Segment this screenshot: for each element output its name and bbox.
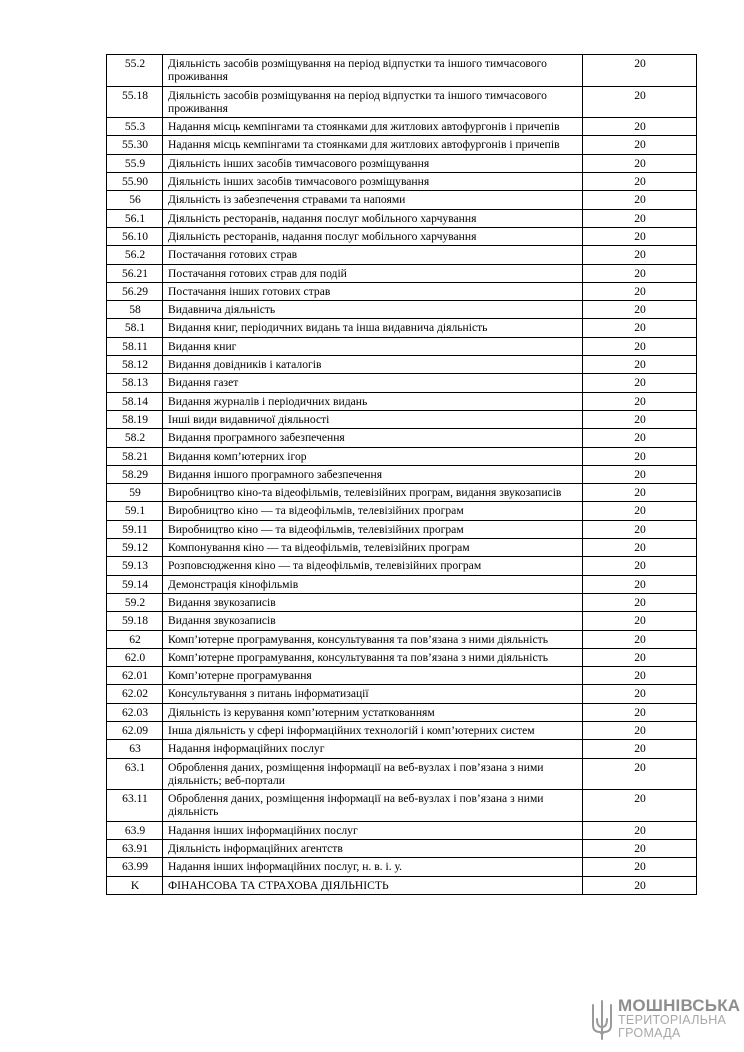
value-cell: 20 [583, 191, 697, 209]
name-cell: Інші види видавничої діяльності [163, 410, 583, 428]
table-row [107, 648, 697, 666]
code-cell: 58.13 [107, 374, 163, 392]
kved-table-body [107, 55, 697, 895]
value-cell: 20 [583, 264, 697, 282]
code-cell: 62.03 [107, 703, 163, 721]
code-cell: 58.2 [107, 429, 163, 447]
name-cell: Видання звукозаписів [163, 593, 583, 611]
community-logo [590, 996, 741, 1045]
value-cell: 20 [583, 612, 697, 630]
value-cell: 20 [583, 539, 697, 557]
value-cell: 20 [583, 465, 697, 483]
table-row [107, 612, 697, 630]
code-cell: 63.9 [107, 821, 163, 839]
table-row [107, 86, 697, 118]
value-cell: 20 [583, 520, 697, 538]
table-row [107, 301, 697, 319]
name-cell: Консультування з питань інформатизації [163, 685, 583, 703]
value-cell: 20 [583, 758, 697, 790]
code-cell: 59.14 [107, 575, 163, 593]
name-cell: Виробництво кіно — та відеофільмів, телевізійних програм [163, 520, 583, 538]
value-cell: 20 [583, 557, 697, 575]
table-row [107, 447, 697, 465]
name-cell: Оброблення даних, розміщення інформації на веб-вузлах і пов’язана з ними діяльність; веб-портали [163, 758, 583, 790]
value-cell: 20 [583, 55, 697, 87]
code-cell: 55.9 [107, 154, 163, 172]
value-cell: 20 [583, 246, 697, 264]
table-row [107, 539, 697, 557]
name-cell: Діяльність ресторанів, надання послуг мобільного харчування [163, 209, 583, 227]
code-cell: 59.1 [107, 502, 163, 520]
code-cell: 58.1 [107, 319, 163, 337]
table-row [107, 356, 697, 374]
table-row [107, 557, 697, 575]
code-cell: 62.09 [107, 721, 163, 739]
table-row [107, 575, 697, 593]
code-cell: 55.3 [107, 118, 163, 136]
value-cell: 20 [583, 630, 697, 648]
value-cell: 20 [583, 410, 697, 428]
table-row [107, 55, 697, 87]
table-row [107, 502, 697, 520]
name-cell: Компонування кіно — та відеофільмів, телевізійних програм [163, 539, 583, 557]
table-row [107, 191, 697, 209]
code-cell: 59 [107, 484, 163, 502]
code-cell: 58.11 [107, 337, 163, 355]
code-cell: 59.13 [107, 557, 163, 575]
table-row [107, 118, 697, 136]
code-cell: 63.91 [107, 840, 163, 858]
table-row [107, 319, 697, 337]
code-cell: 62.01 [107, 667, 163, 685]
table-row [107, 337, 697, 355]
value-cell: 20 [583, 593, 697, 611]
code-cell: 59.2 [107, 593, 163, 611]
value-cell: 20 [583, 282, 697, 300]
code-cell: 62.0 [107, 648, 163, 666]
name-cell: Інша діяльність у сфері інформаційних технологій і комп’ютерних систем [163, 721, 583, 739]
name-cell: ФІНАНСОВА ТА СТРАХОВА ДІЯЛЬНІСТЬ [163, 876, 583, 894]
table-row [107, 410, 697, 428]
table-row [107, 790, 697, 822]
table-row [107, 429, 697, 447]
table-row [107, 136, 697, 154]
table-row [107, 209, 697, 227]
value-cell: 20 [583, 502, 697, 520]
table-row [107, 876, 697, 894]
table-row [107, 227, 697, 245]
value-cell: 20 [583, 685, 697, 703]
value-cell: 20 [583, 876, 697, 894]
name-cell: Виробництво кіно-та відеофільмів, телевізійних програм, видання звукозаписів [163, 484, 583, 502]
value-cell: 20 [583, 821, 697, 839]
code-cell: 63.1 [107, 758, 163, 790]
value-cell: 20 [583, 118, 697, 136]
name-cell: Видання звукозаписів [163, 612, 583, 630]
value-cell: 20 [583, 840, 697, 858]
name-cell: Надання інших інформаційних послуг [163, 821, 583, 839]
value-cell: 20 [583, 136, 697, 154]
value-cell: 20 [583, 374, 697, 392]
name-cell: Видання газет [163, 374, 583, 392]
name-cell: Комп’ютерне програмування, консультування та пов’язана з ними діяльність [163, 630, 583, 648]
value-cell: 20 [583, 740, 697, 758]
value-cell: 20 [583, 667, 697, 685]
code-cell: 59.11 [107, 520, 163, 538]
kved-table [106, 54, 697, 895]
logo-line-3: ГРОМАДА [618, 1026, 681, 1040]
value-cell: 20 [583, 337, 697, 355]
name-cell: Діяльність із забезпечення стравами та напоями [163, 191, 583, 209]
table-row [107, 821, 697, 839]
table-row [107, 703, 697, 721]
table-row [107, 465, 697, 483]
table-row [107, 858, 697, 876]
table-row [107, 721, 697, 739]
code-cell: K [107, 876, 163, 894]
code-cell: 56.1 [107, 209, 163, 227]
logo-line-2: ТЕРИТОРІАЛЬНА [618, 1013, 727, 1027]
value-cell: 20 [583, 319, 697, 337]
name-cell: Видання книг [163, 337, 583, 355]
table-row [107, 758, 697, 790]
value-cell: 20 [583, 356, 697, 374]
value-cell: 20 [583, 154, 697, 172]
value-cell: 20 [583, 392, 697, 410]
value-cell: 20 [583, 790, 697, 822]
code-cell: 55.90 [107, 173, 163, 191]
code-cell: 56.21 [107, 264, 163, 282]
code-cell: 58 [107, 301, 163, 319]
code-cell: 56.10 [107, 227, 163, 245]
code-cell: 55.18 [107, 86, 163, 118]
name-cell: Діяльність ресторанів, надання послуг мобільного харчування [163, 227, 583, 245]
name-cell: Постачання готових страв для подій [163, 264, 583, 282]
value-cell: 20 [583, 484, 697, 502]
table-row [107, 374, 697, 392]
value-cell: 20 [583, 648, 697, 666]
name-cell: Діяльність інформаційних агентств [163, 840, 583, 858]
code-cell: 58.29 [107, 465, 163, 483]
code-cell: 58.14 [107, 392, 163, 410]
name-cell: Надання місць кемпінгами та стоянками для житлових автофургонів і причепів [163, 118, 583, 136]
value-cell: 20 [583, 209, 697, 227]
name-cell: Видання журналів і періодичних видань [163, 392, 583, 410]
table-row [107, 173, 697, 191]
name-cell: Видання книг, періодичних видань та інша видавнича діяльність [163, 319, 583, 337]
code-cell: 58.19 [107, 410, 163, 428]
value-cell: 20 [583, 721, 697, 739]
value-cell: 20 [583, 703, 697, 721]
name-cell: Діяльність інших засобів тимчасового розміщування [163, 173, 583, 191]
tryzub-icon [590, 999, 614, 1041]
code-cell: 59.18 [107, 612, 163, 630]
table-row [107, 593, 697, 611]
value-cell: 20 [583, 86, 697, 118]
name-cell: Надання інформаційних послуг [163, 740, 583, 758]
table-row [107, 667, 697, 685]
name-cell: Діяльність засобів розміщування на період відпустки та іншого тимчасового проживання [163, 86, 583, 118]
name-cell: Діяльність засобів розміщування на період відпустки та іншого тимчасового проживання [163, 55, 583, 87]
code-cell: 63 [107, 740, 163, 758]
code-cell: 63.99 [107, 858, 163, 876]
name-cell: Комп’ютерне програмування, консультування та пов’язана з ними діяльність [163, 648, 583, 666]
name-cell: Видання комп’ютерних ігор [163, 447, 583, 465]
value-cell: 20 [583, 429, 697, 447]
code-cell: 56.2 [107, 246, 163, 264]
table-row [107, 740, 697, 758]
name-cell: Виробництво кіно — та відеофільмів, телевізійних програм [163, 502, 583, 520]
value-cell: 20 [583, 301, 697, 319]
name-cell: Видавнича діяльність [163, 301, 583, 319]
table-row [107, 685, 697, 703]
name-cell: Постачання готових страв [163, 246, 583, 264]
code-cell: 59.12 [107, 539, 163, 557]
table-row [107, 264, 697, 282]
table-row [107, 840, 697, 858]
name-cell: Діяльність із керування комп’ютерним устаткованням [163, 703, 583, 721]
code-cell: 62.02 [107, 685, 163, 703]
table-row [107, 246, 697, 264]
name-cell: Постачання інших готових страв [163, 282, 583, 300]
code-cell: 58.21 [107, 447, 163, 465]
code-cell: 58.12 [107, 356, 163, 374]
name-cell: Демонстрація кінофільмів [163, 575, 583, 593]
name-cell: Оброблення даних, розміщення інформації на веб-вузлах і пов’язана з ними діяльність [163, 790, 583, 822]
value-cell: 20 [583, 227, 697, 245]
value-cell: 20 [583, 858, 697, 876]
code-cell: 62 [107, 630, 163, 648]
table-row [107, 392, 697, 410]
name-cell: Надання місць кемпінгами та стоянками для житлових автофургонів і причепів [163, 136, 583, 154]
value-cell: 20 [583, 575, 697, 593]
code-cell: 56.29 [107, 282, 163, 300]
code-cell: 55.2 [107, 55, 163, 87]
name-cell: Видання іншого програмного забезпечення [163, 465, 583, 483]
code-cell: 63.11 [107, 790, 163, 822]
value-cell: 20 [583, 447, 697, 465]
logo-line-1: МОШНІВСЬКА [618, 996, 741, 1015]
name-cell: Надання інших інформаційних послуг, н. в. і. у. [163, 858, 583, 876]
name-cell: Комп’ютерне програмування [163, 667, 583, 685]
code-cell: 56 [107, 191, 163, 209]
name-cell: Видання довідників і каталогів [163, 356, 583, 374]
name-cell: Діяльність інших засобів тимчасового розміщування [163, 154, 583, 172]
table-row [107, 282, 697, 300]
code-cell: 55.30 [107, 136, 163, 154]
name-cell: Розповсюдження кіно — та відеофільмів, телевізійних програм [163, 557, 583, 575]
table-row [107, 154, 697, 172]
table-row [107, 520, 697, 538]
logo-text [618, 997, 740, 1040]
name-cell: Видання програмного забезпечення [163, 429, 583, 447]
value-cell: 20 [583, 173, 697, 191]
table-row [107, 630, 697, 648]
table-row [107, 484, 697, 502]
